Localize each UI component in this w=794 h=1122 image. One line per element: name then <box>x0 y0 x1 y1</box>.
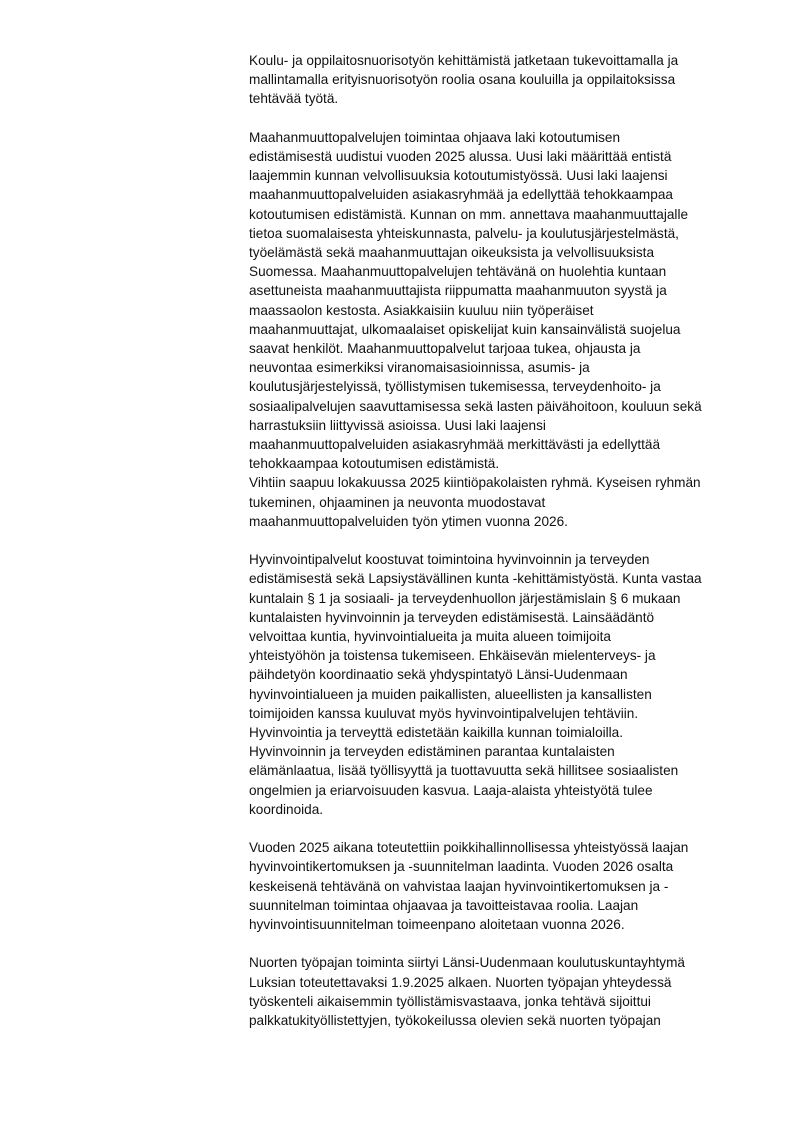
text-line: koulutusjärjestelyissä, työllistymisen tukemisessa, terveydenhoito- ja <box>249 379 661 395</box>
text-line: edistämisestä sekä Lapsiystävällinen kunta -kehittämistyöstä. Kunta vastaa <box>249 571 702 587</box>
text-line: palkkatukityöllistettyjen, työkokeilussa olevien sekä nuorten työpajan <box>249 1013 661 1029</box>
text-line: maassaolon kestosta. Asiakkaisiin kuuluu niin työperäiset <box>249 302 594 318</box>
text-line: toimijoiden kanssa kuuluvat myös hyvinvointipalvelujen tehtäviin. <box>249 705 639 721</box>
paragraph <box>249 953 769 1030</box>
text-line: päihdetyön koordinaatio sekä yhdyspintatyö Länsi-Uudenmaan <box>249 667 628 683</box>
text-line: Luksian toteutettavaksi 1.9.2025 alkaen. Nuorten työpajan yhteydessä <box>249 974 672 990</box>
text-line: työskenteli aikaisemmin työllistämisvastaava, jonka tehtävä sijoittui <box>249 993 651 1009</box>
text-line: mallintamalla erityisnuorisotyön roolia osana kouluilla ja oppilaitoksissa <box>249 72 676 88</box>
text-line: tukeminen, ohjaaminen ja neuvonta muodostavat <box>249 494 546 510</box>
text-line: suunnitelman toimintaa ohjaavaa ja tavoitteistavaa roolia. Laajan <box>249 897 639 913</box>
text-line: Hyvinvoinnin ja terveyden edistäminen parantaa kuntalaisten <box>249 744 615 760</box>
text-line: hyvinvointikertomuksen ja -suunnitelman laadinta. Vuoden 2026 osalta <box>249 859 674 875</box>
text-line: kuntalaisten hyvinvoinnin ja terveyden edistämisestä. Lainsäädäntö <box>249 609 655 625</box>
text-line: hyvinvointisuunnitelman toimeenpano aloitetaan vuonna 2026. <box>249 917 625 933</box>
text-line: Koulu- ja oppilaitosnuorisotyön kehittämistä jatketaan tukevoittamalla ja <box>249 53 679 68</box>
text-line: tehokkaampaa kotoutumisen edistämistä. <box>249 456 500 472</box>
text-line: Vuoden 2025 aikana toteutettiin poikkihallinnollisessa yhteistyössä laajan <box>249 840 689 856</box>
text-line: Vihtiin saapuu lokakuussa 2025 kiintiöpakolaisten ryhmä. Kyseisen ryhmän <box>249 475 701 491</box>
text-line: kuntalain § 1 ja sosiaali- ja terveydenhuollon järjestämislain § 6 mukaan <box>249 590 681 606</box>
text-line: työelämästä sekä maahanmuuttajan oikeuksista ja velvollisuuksista <box>249 245 654 261</box>
text-line: maahanmuuttajat, ulkomaalaiset opiskelijat kuin kansainvälistä suojelua <box>249 321 681 337</box>
text-line: hyvinvointialueen ja muiden paikallisten, alueellisten ja kansallisten <box>249 686 652 702</box>
paragraph <box>249 128 769 531</box>
text-line: Hyvinvointipalvelut koostuvat toimintoina hyvinvoinnin ja terveyden <box>249 552 650 568</box>
text-line: tehtävää työtä. <box>249 91 339 107</box>
text-line: maahanmuuttopalveluiden asiakasryhmää ja edellyttää tehokkaampaa <box>249 187 673 203</box>
text-line: laajemmin kunnan velvollisuuksia kotoutumistyössä. Uusi laki laajensi <box>249 168 668 184</box>
text-line: keskeisenä tehtävänä on vahvistaa laajan hyvinvointikertomuksen ja - <box>249 878 669 894</box>
text-line: Hyvinvointia ja terveyttä edistetään kaikilla kunnan toimialoilla. <box>249 725 624 741</box>
text-line: tietoa suomalaisesta yhteiskunnasta, palvelu- ja koulutusjärjestelmästä, <box>249 225 679 241</box>
text-line: Nuorten työpajan toiminta siirtyi Länsi-Uudenmaan koulutuskuntayhtymä <box>249 955 685 971</box>
text-line: koordinoida. <box>249 801 324 817</box>
paragraph <box>249 550 769 819</box>
text-line: edistämisestä uudistui vuoden 2025 alussa. Uusi laki määrittää entistä <box>249 149 672 164</box>
document-page <box>249 51 769 1049</box>
text-line: maahanmuuttopalveluiden työn ytimen vuonna 2026. <box>249 513 568 529</box>
text-line: Suomessa. Maahanmuuttopalvelujen tehtävänä on huolehtia kuntaan <box>249 264 667 280</box>
paragraph <box>249 838 769 934</box>
text-line: elämänlaatua, lisää työllisyyttä ja tuottavuutta sekä hillitsee sosiaalisten <box>249 763 679 779</box>
text-line: kotoutumisen edistämistä. Kunnan on mm. annettava maahanmuuttajalle <box>249 206 689 222</box>
text-line: yhteistyöhön ja toistensa tukemiseen. Ehkäisevän mielenterveys- ja <box>249 648 656 664</box>
text-line: velvoittaa kuntia, hyvinvointialueita ja muita alueen toimijoita <box>249 629 611 645</box>
text-line: Maahanmuuttopalvelujen toimintaa ohjaava laki kotoutumisen <box>249 129 621 145</box>
text-line: asettuneista maahanmuuttajista riippumatta maahanmuuton syystä ja <box>249 283 667 299</box>
text-line: sosiaalipalvelujen saavuttamisessa sekä lasten päivähoitoon, kouluun sekä <box>249 398 702 414</box>
text-line: saavat henkilöt. Maahanmuuttopalvelut tarjoaa tukea, ohjausta ja <box>249 341 641 357</box>
text-line: ongelmien ja eriarvoisuuden kasvua. Laaja-alaista yhteistyötä tulee <box>249 782 653 798</box>
text-line: harrastuksiin liittyvissä asioissa. Uusi laki laajensi <box>249 417 546 433</box>
paragraph <box>249 51 769 109</box>
text-line: neuvontaa esimerkiksi viranomaisasioinnissa, asumis- ja <box>249 360 590 376</box>
text-line: maahanmuuttopalveluiden asiakasryhmää merkittävästi ja edellyttää <box>249 437 661 453</box>
